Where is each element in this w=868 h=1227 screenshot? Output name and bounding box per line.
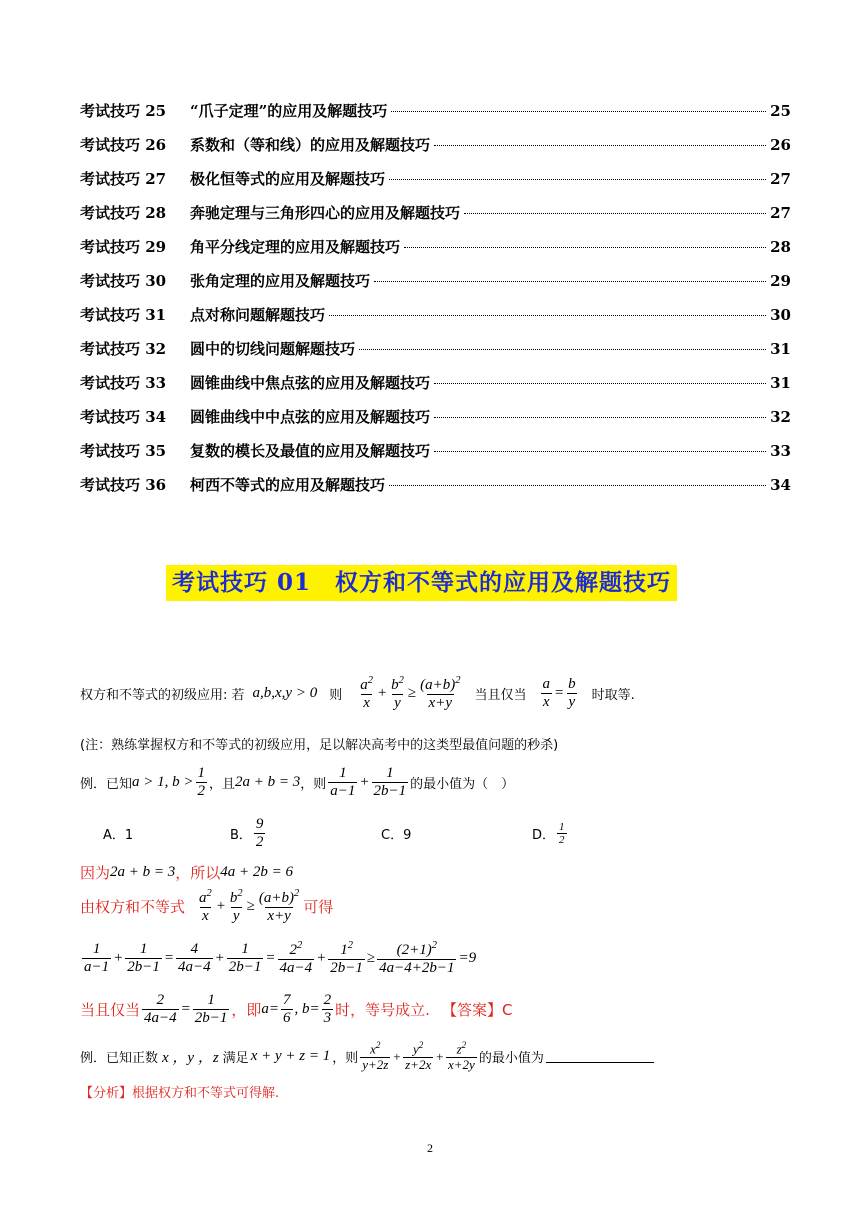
toc-entry-title: 圆锥曲线中中点弦的应用及解题技巧	[190, 408, 431, 426]
toc-entry[interactable]	[80, 168, 791, 202]
intro-lead: 权方和不等式的初级应用: 若	[80, 688, 245, 704]
solution-line-1	[80, 862, 293, 883]
example-2-equation: x + y + z = 1	[250, 1048, 331, 1065]
toc-entry[interactable]	[80, 338, 791, 372]
note: (注：熟练掌握权方和不等式的初级应用，足以解决高考中的这类型最值问题的秒杀)	[80, 738, 559, 753]
section-title: 考试技巧 01 权方和不等式的应用及解题技巧	[166, 565, 677, 601]
solution-yields: 可得	[303, 898, 334, 917]
toc-leader-dots	[434, 417, 766, 418]
toc-entry-page: 26	[770, 136, 791, 154]
toc-entry-number: 考试技巧 26	[80, 136, 167, 154]
solution-iff: 当且仅当	[80, 1001, 141, 1020]
toc-leader-dots	[389, 179, 766, 180]
intro-line	[80, 675, 635, 713]
solution-eq2: 4a + 2b = 6	[220, 864, 294, 880]
example-2-then: ，则	[332, 1051, 359, 1067]
toc-entry-number: 考试技巧 28	[80, 204, 167, 222]
toc-entry-page: 32	[770, 408, 791, 426]
toc-leader-dots	[329, 315, 766, 316]
intro-when: 当且仅当	[474, 688, 527, 704]
toc-entry-page: 30	[770, 306, 791, 324]
solution-so: ，所以	[175, 864, 221, 882]
option-d: D． $\frac{1}{2}$	[532, 820, 565, 847]
intro-equality: $\frac{a}{x}$ = $\frac{b}{y}$	[542, 676, 576, 711]
toc-entry[interactable]	[80, 474, 791, 508]
toc-entry-title: “爪子定理”的应用及解题技巧	[190, 102, 388, 120]
toc-entry-title: 奔驰定理与三角形四心的应用及解题技巧	[190, 204, 461, 222]
example-2-vars: x ，y ，z	[162, 1050, 219, 1067]
example-2-tail: 的最小值为	[478, 1051, 544, 1067]
toc-entry-title: 系数和（等和线）的应用及解题技巧	[190, 136, 431, 154]
toc-entry-number: 考试技巧 36	[80, 476, 167, 494]
example-2	[80, 1040, 654, 1073]
solution-equal-holds: 时，等号成立.	[335, 1001, 430, 1020]
example-1-half: $\frac{1}{2}$	[197, 765, 206, 800]
solution-because: 因为	[80, 864, 111, 882]
example-2-expression: $\frac{x^2}{y+2z}$ + $\frac{y^2}{z+2x}$ + $\frac{z^2}{x+2y}$	[362, 1040, 475, 1073]
toc-entry-title: 角平分线定理的应用及解题技巧	[190, 238, 401, 256]
toc-leader-dots	[404, 247, 766, 248]
toc-entry-number: 考试技巧 31	[80, 306, 167, 324]
toc-leader-dots	[389, 485, 766, 486]
toc-entry-page: 25	[770, 102, 791, 120]
answer-blank	[546, 1050, 654, 1063]
toc-entry-number: 考试技巧 35	[80, 442, 167, 460]
toc-entry-title: 圆中的切线问题解题技巧	[190, 340, 356, 358]
toc-leader-dots	[374, 281, 766, 282]
solution-line-2	[80, 888, 333, 926]
toc-entry[interactable]	[80, 270, 791, 304]
toc-entry-page: 27	[770, 170, 791, 188]
example-1-prefix: 例．已知	[80, 777, 133, 793]
toc-entry-number: 考试技巧 25	[80, 102, 167, 120]
example-1	[80, 765, 514, 801]
toc-leader-dots	[434, 451, 766, 452]
analysis-tag: 【分析】	[80, 1086, 133, 1101]
toc-entry-title: 点对称问题解题技巧	[190, 306, 326, 324]
toc-entry-title: 复数的模长及最值的应用及解题技巧	[190, 442, 431, 460]
example-2-prefix: 例．已知正数	[80, 1051, 159, 1067]
intro-equal-tail: 时取等.	[591, 688, 635, 704]
solution-namely: ，即	[231, 1001, 262, 1020]
toc-entry[interactable]	[80, 372, 791, 406]
solution-values: a= $\frac{7}{6}$ , b= $\frac{2}{3}$	[261, 992, 332, 1027]
option-b: B． $\frac{9}{2}$	[230, 816, 264, 851]
option-a: A．1	[103, 828, 134, 844]
example-2-mid: 满足	[222, 1051, 249, 1067]
option-c: C．9	[381, 828, 412, 844]
toc-entry-number: 考试技巧 34	[80, 408, 167, 426]
solution-equality: $\frac{2}{4a-4}$ = $\frac{1}{2b-1}$	[144, 992, 228, 1027]
toc-leader-dots	[434, 145, 766, 146]
example-1-expression: $\frac{1}{a-1}$ + $\frac{1}{2b-1}$	[330, 765, 407, 800]
solution-computation: $\frac{1}{a-1}$ + $\frac{1}{2b-1}$ = $\frac{4}{4a-4}$ + $\frac{1}{2b-1}$ = $\frac{2^2}{4a-4}$ + $\frac{1^2}{2b-1}$ ≥ $\frac{(2+1)^2}{4a-4+2b-1}$ =9	[84, 940, 477, 977]
solution-inequality: $\frac{a^2}{x}$ + $\frac{b^2}{y}$ ≥ $\frac{(a+b)^2}{x+y}$	[199, 888, 300, 925]
example-1-condition: a > 1, b >	[132, 774, 194, 791]
toc-entry[interactable]	[80, 304, 791, 338]
example-1-mid: ，且	[209, 777, 236, 793]
example-1-tail: 的最小值为（ ）	[410, 777, 515, 793]
toc-entry-number: 考试技巧 29	[80, 238, 167, 256]
toc-entry[interactable]	[80, 406, 791, 440]
toc-leader-dots	[464, 213, 766, 214]
toc-entry-number: 考试技巧 32	[80, 340, 167, 358]
toc-entry-number: 考试技巧 27	[80, 170, 167, 188]
example-1-then: ，则	[300, 777, 327, 793]
toc-entry[interactable]	[80, 202, 791, 236]
intro-inequality: $\frac{a^2}{x}$ + $\frac{b^2}{y}$ ≥ $\frac{(a+b)^2}{x+y}$	[360, 675, 461, 712]
toc-entry-number: 考试技巧 33	[80, 374, 167, 392]
analysis	[80, 1082, 279, 1101]
table-of-contents	[80, 100, 791, 508]
toc-entry-page: 34	[770, 476, 791, 494]
toc-entry-title: 极化恒等式的应用及解题技巧	[190, 170, 386, 188]
toc-leader-dots	[434, 383, 766, 384]
toc-entry[interactable]	[80, 236, 791, 270]
toc-entry[interactable]	[80, 134, 791, 168]
toc-entry-number: 考试技巧 30	[80, 272, 167, 290]
toc-entry-title: 柯西不等式的应用及解题技巧	[190, 476, 386, 494]
analysis-text: 根据权方和不等式可得解.	[132, 1086, 280, 1101]
toc-entry-page: 28	[770, 238, 791, 256]
toc-entry[interactable]	[80, 440, 791, 474]
toc-entry-page: 29	[770, 272, 791, 290]
intro-then: 则	[329, 688, 343, 704]
toc-entry-title: 圆锥曲线中焦点弦的应用及解题技巧	[190, 374, 431, 392]
example-1-equation: 2a + b = 3	[235, 774, 301, 791]
solution-answer: 【答案】C	[441, 1001, 513, 1020]
solution-line-4	[80, 992, 512, 1028]
toc-entry-page: 31	[770, 374, 791, 392]
toc-entry[interactable]	[80, 100, 791, 134]
example-1-options	[103, 816, 603, 852]
toc-entry-page: 27	[770, 204, 791, 222]
solution-by-inequality: 由权方和不等式	[80, 898, 186, 917]
page-number: 2	[427, 1141, 433, 1155]
toc-entry-title: 张角定理的应用及解题技巧	[190, 272, 371, 290]
toc-leader-dots	[359, 349, 766, 350]
toc-entry-page: 33	[770, 442, 791, 460]
toc-entry-page: 31	[770, 340, 791, 358]
intro-condition: a,b,x,y > 0	[252, 685, 318, 702]
solution-eq1: 2a + b = 3	[110, 864, 176, 880]
toc-leader-dots	[391, 111, 766, 112]
